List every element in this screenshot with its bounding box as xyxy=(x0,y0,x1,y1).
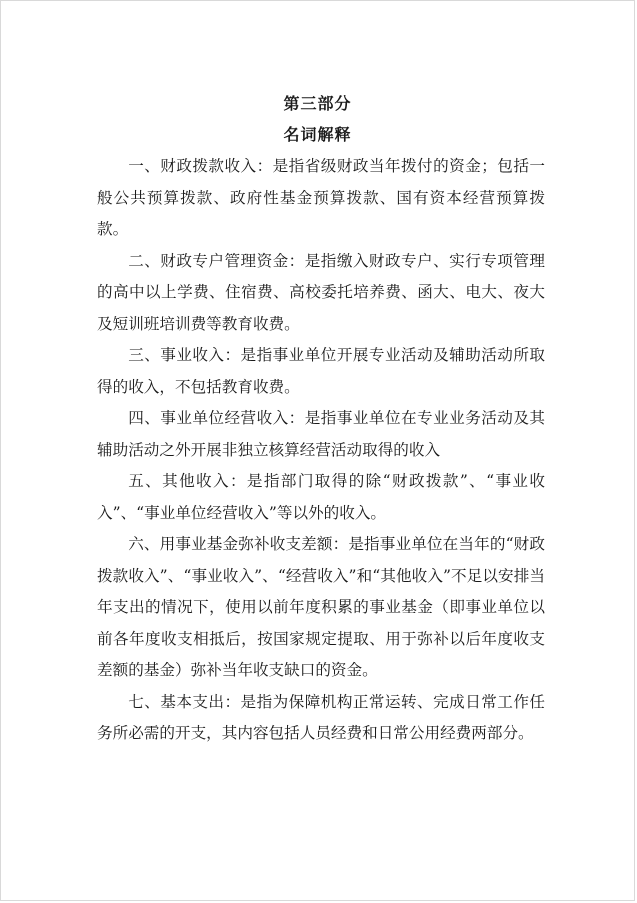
paragraph-fiscal-special-account-funds: 二、财政专户管理资金：是指缴入财政专户、实行专项管理的高中以上学费、住宿费、高校委托培养费、函大、电大、夜大及短训班培训费等教育收费。 xyxy=(97,251,545,333)
section-title: 名词解释 xyxy=(283,125,352,144)
document-body xyxy=(97,151,545,750)
paragraph-business-fund-balance: 六、用事业基金弥补收支差额：是指事业单位在当年的“财政拨款收入”、“事业收入”、“经营收入”和“其他收入”不足以安排当年支出的情况下，使用以前年度积累的事业基金（即事业单位以前各年度收支相抵后，按国家规定提取、用于弥补以后年度收支差额的基金）弥补当年收支缺口的资金。 xyxy=(97,535,545,679)
paragraph-fiscal-appropriation-income: 一、财政拨款收入：是指省级财政当年拨付的资金；包括一般公共预算拨款、政府性基金预算拨款、国有资本经营预算拨款。 xyxy=(97,157,545,238)
paragraph-business-income: 三、事业收入：是指事业单位开展专业活动及辅助活动所取得的收入，不包括教育收费。 xyxy=(97,346,545,396)
paragraph-other-income: 五、其他收入：是指部门取得的除“财政拨款”、“事业收入”、“事业单位经营收入”等以外的收入。 xyxy=(97,472,545,522)
paragraph-operating-income: 四、事业单位经营收入：是指事业单位在专业业务活动及其辅助活动之外开展非独立核算经营活动取得的收入 xyxy=(97,409,545,459)
paragraph-basic-expenditure: 七、基本支出：是指为保障机构正常运转、完成日常工作任务所必需的开支，其内容包括人员经费和日常公用经费两部分。 xyxy=(97,692,545,742)
part-title: 第三部分 xyxy=(283,94,352,113)
